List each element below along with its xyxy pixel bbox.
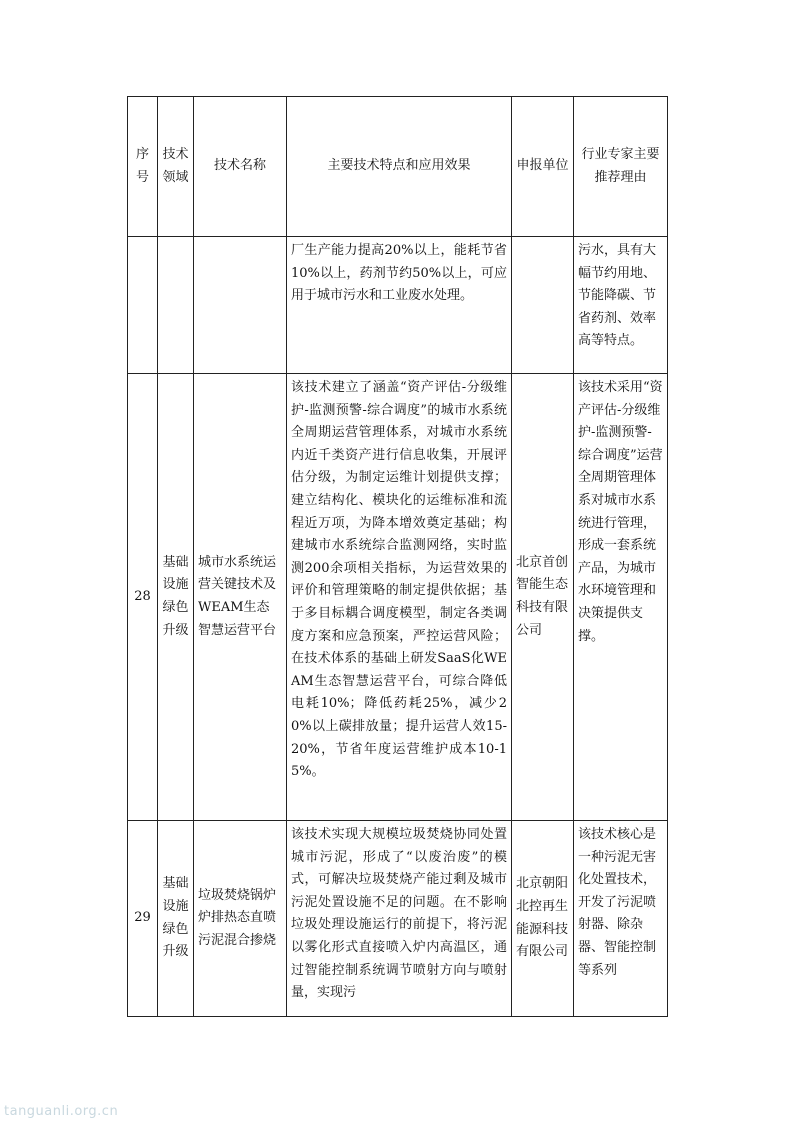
table-row <box>128 237 668 374</box>
cell-seq <box>128 237 158 374</box>
header-name: 技术名称 <box>194 97 287 237</box>
header-field: 技术领域 <box>158 97 194 237</box>
header-reason: 行业专家主要推荐理由 <box>574 97 668 237</box>
table-row <box>128 374 668 821</box>
cell-unit: 北京朝阳北控再生能源科技有限公司 <box>512 821 574 1017</box>
cell-features: 厂生产能力提高20%以上，能耗节省10%以上，药剂节约50%以上，可应用于城市污水和工业废水处理。 <box>287 237 512 374</box>
cell-name <box>194 237 287 374</box>
cell-reason: 该技术核心是一种污泥无害化处置技术，开发了污泥喷射器、除杂器、智能控制等系列 <box>574 821 668 1017</box>
site-watermark: tanguanli.org.cn <box>4 1104 119 1119</box>
cell-reason: 该技术采用“资产评估-分级维护-监测预警-综合调度”运营全周期管理体系对城市水系统进行管理，形成一套系统产品，为城市水环境管理和决策提供支撑。 <box>574 374 668 821</box>
cell-field: 基础设施绿色升级 <box>158 374 194 821</box>
table-row <box>128 821 668 1017</box>
recommendation-table <box>127 96 668 1017</box>
cell-unit <box>512 237 574 374</box>
cell-unit: 北京首创智能生态科技有限公司 <box>512 374 574 821</box>
cell-name: 垃圾焚烧锅炉炉排热态直喷污泥混合掺烧 <box>194 821 287 1017</box>
header-unit: 申报单位 <box>512 97 574 237</box>
cell-name: 城市水系统运营关键技术及WEAM生态智慧运营平台 <box>194 374 287 821</box>
cell-features: 该技术实现大规模垃圾焚烧协同处置城市污泥，形成了“以废治废”的模式，可解决垃圾焚烧产能过剩及城市污泥处置设施不足的问题。在不影响垃圾处理设施运行的前提下，将污泥以雾化形式直接喷入炉内高温区，通过智能控制系统调节喷射方向与喷射量，实现污 <box>287 821 512 1017</box>
cell-seq: 29 <box>128 821 158 1017</box>
header-seq: 序号 <box>128 97 158 237</box>
table-header-row <box>128 97 668 237</box>
cell-field <box>158 237 194 374</box>
cell-features: 该技术建立了涵盖“资产评估-分级维护-监测预警-综合调度”的城市水系统全周期运营管理体系，对城市水系统内近千类资产进行信息收集，开展评估分级，为制定运维计划提供支撑；建立结构化、模块化的运维标准和流程近万项，为降本增效奠定基础；构建城市水系统综合监测网络，实时监测200余项相关指标，为运营效果的评价和管理策略的制定提供依据；基于多目标耦合调度模型，制定各类调度方案和应急预案，严控运营风险；在技术体系的基础上研发SaaS化WEAM生态智慧运营平台，可综合降低电耗10%；降低药耗25%，减少20%以上碳排放量；提升运营人效15-20%，节省年度运营维护成本10-15%。 <box>287 374 512 821</box>
cell-field: 基础设施绿色升级 <box>158 821 194 1017</box>
header-features: 主要技术特点和应用效果 <box>287 97 512 237</box>
cell-seq: 28 <box>128 374 158 821</box>
cell-reason: 污水，具有大幅节约用地、节能降碳、节省药剂、效率高等特点。 <box>574 237 668 374</box>
